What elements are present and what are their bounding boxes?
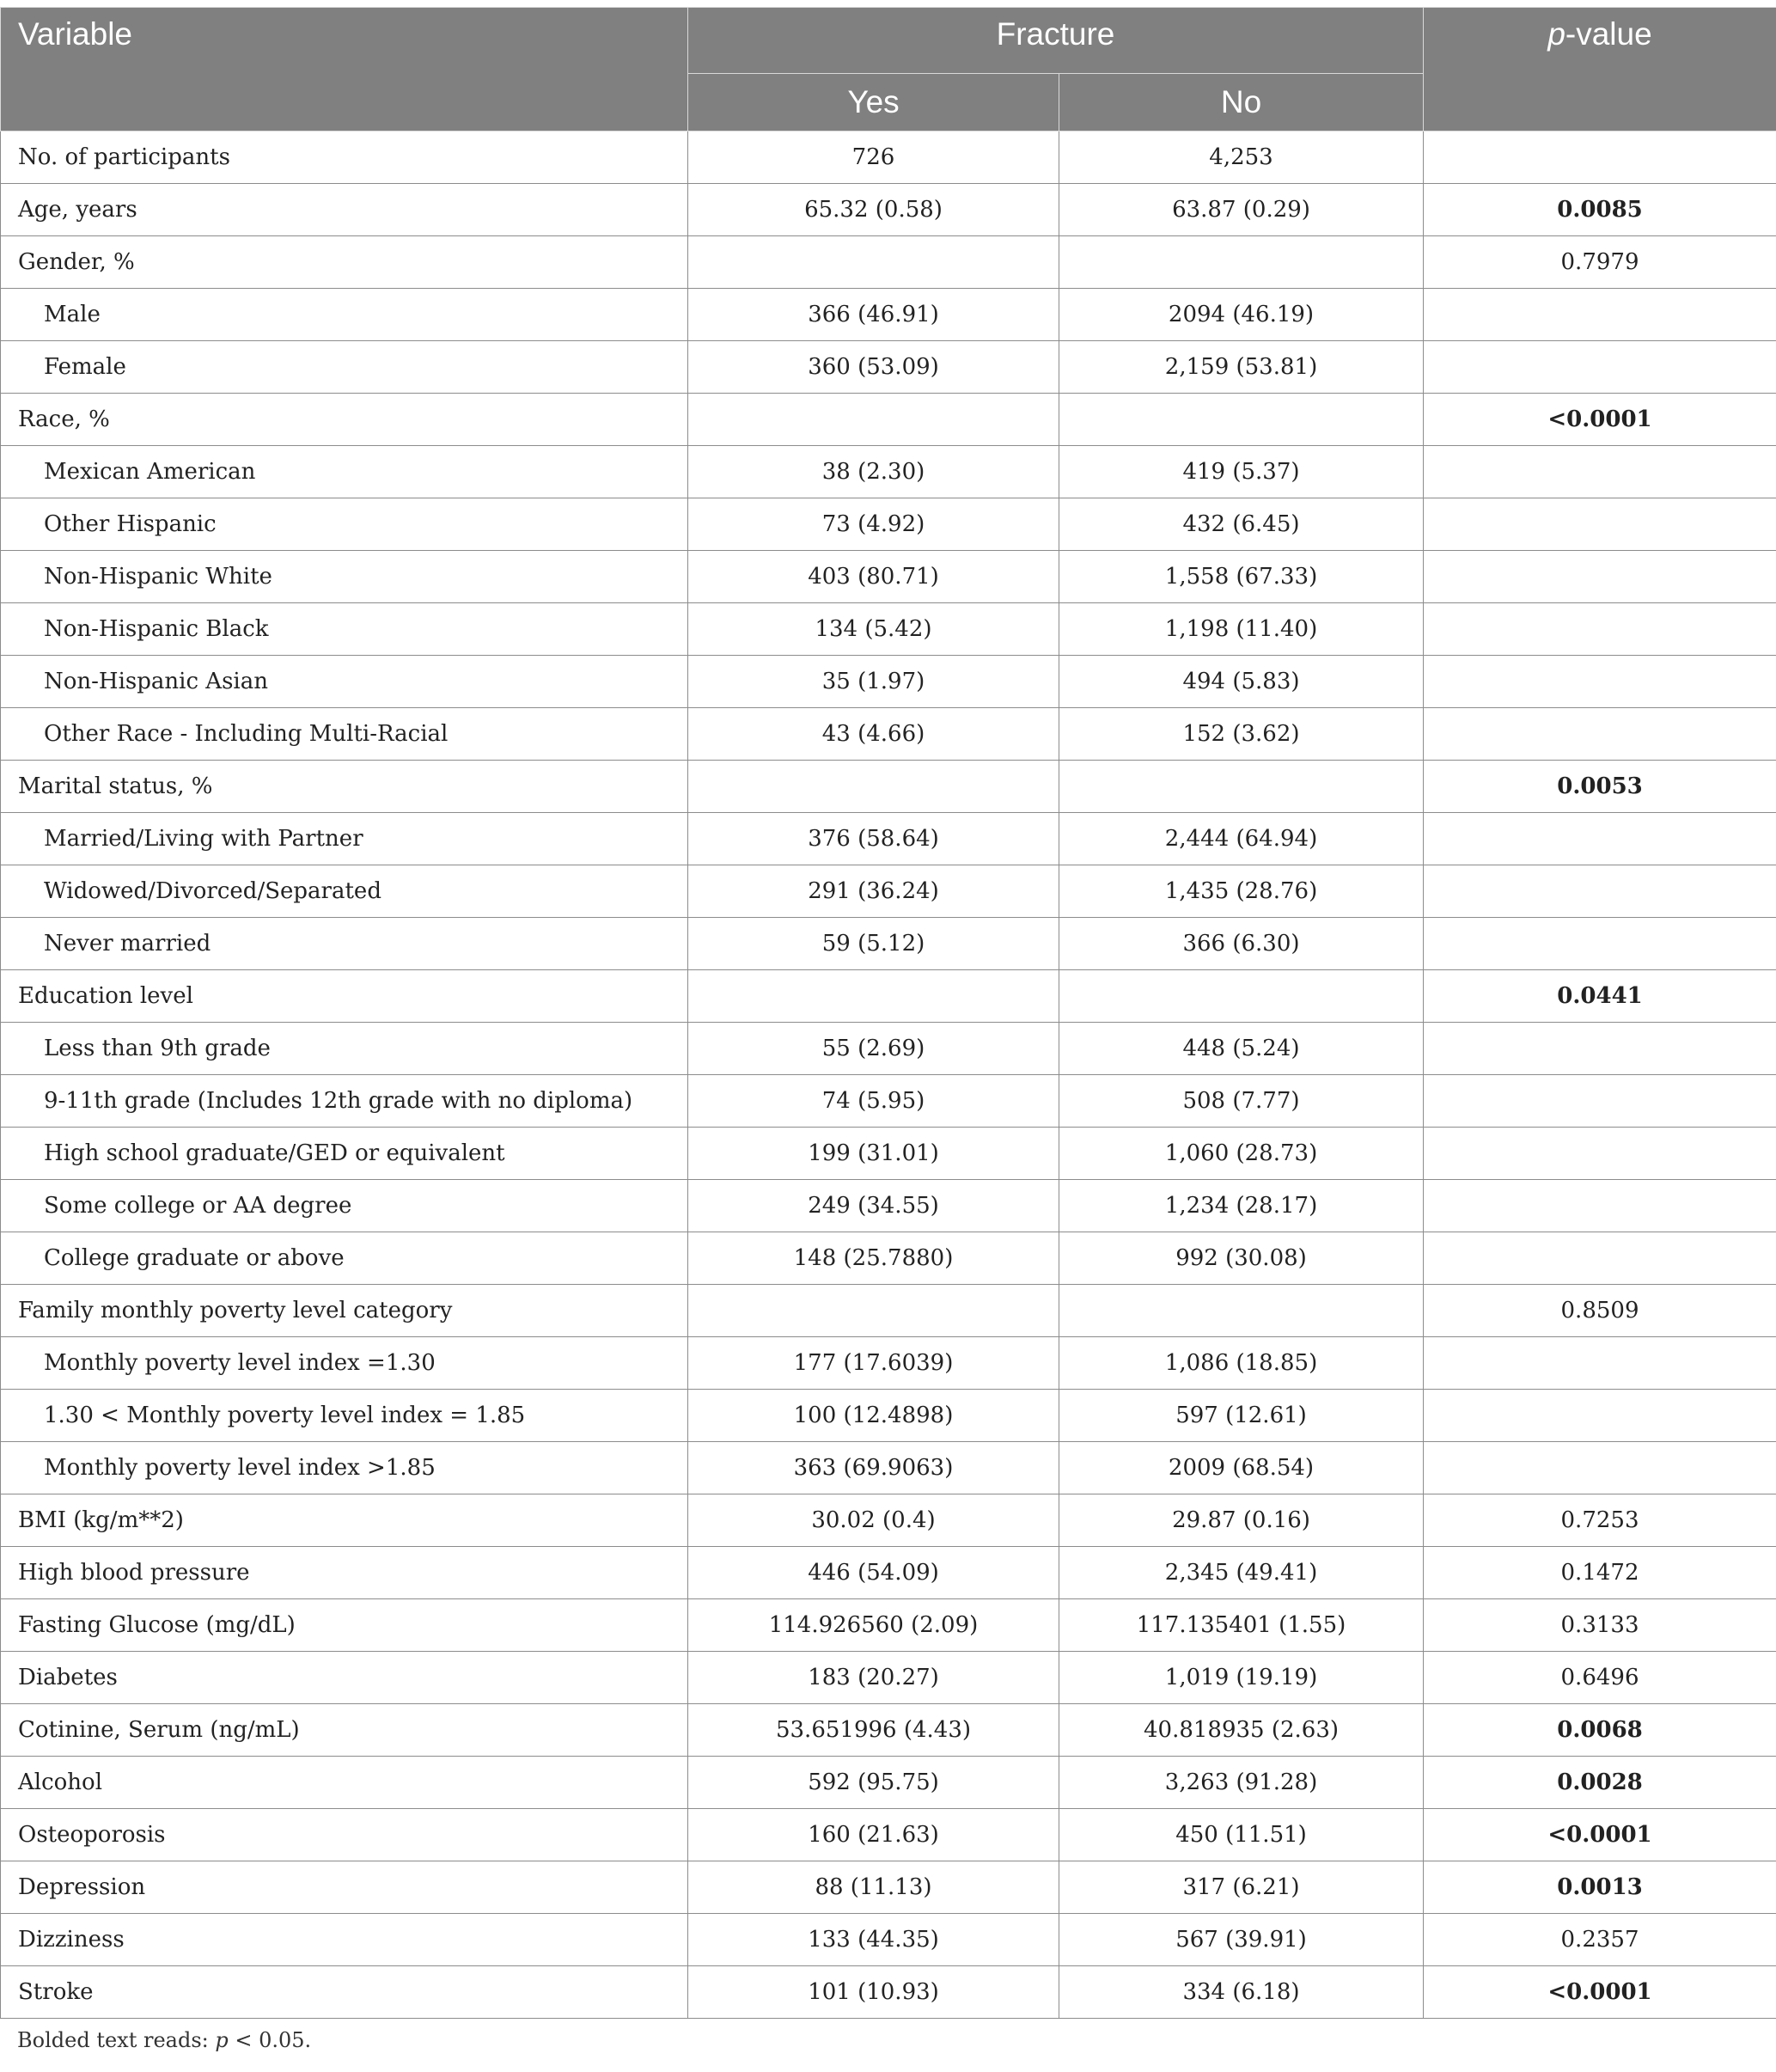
header-pvalue-rest: -value <box>1565 16 1652 52</box>
cell-no: 366 (6.30) <box>1059 918 1424 970</box>
row-label: Diabetes <box>1 1652 688 1704</box>
cell-pvalue <box>1424 1337 1776 1390</box>
table-row <box>1 1023 1776 1075</box>
row-label: Mexican American <box>1 446 688 498</box>
cell-pvalue: 0.2357 <box>1424 1914 1776 1966</box>
table-container <box>0 7 1776 2019</box>
cell-no: 992 (30.08) <box>1059 1232 1424 1285</box>
row-label: High blood pressure <box>1 1547 688 1599</box>
table-row <box>1 603 1776 656</box>
row-label: Depression <box>1 1861 688 1914</box>
cell-yes: 65.32 (0.58) <box>688 184 1059 236</box>
cell-no: 2094 (46.19) <box>1059 289 1424 341</box>
cell-no: 1,435 (28.76) <box>1059 865 1424 918</box>
cell-no: 1,060 (28.73) <box>1059 1128 1424 1180</box>
table-row <box>1 289 1776 341</box>
table-row <box>1 1599 1776 1652</box>
cell-no: 567 (39.91) <box>1059 1914 1424 1966</box>
cell-yes <box>688 236 1059 289</box>
cell-no: 2,345 (49.41) <box>1059 1547 1424 1599</box>
table-row <box>1 1390 1776 1442</box>
cell-no: 1,198 (11.40) <box>1059 603 1424 656</box>
table-row <box>1 761 1776 813</box>
table-row <box>1 865 1776 918</box>
cell-pvalue <box>1424 813 1776 865</box>
cell-no: 40.818935 (2.63) <box>1059 1704 1424 1757</box>
cell-no: 1,086 (18.85) <box>1059 1337 1424 1390</box>
cell-yes: 88 (11.13) <box>688 1861 1059 1914</box>
header-pvalue-italic: p <box>1547 16 1565 52</box>
cell-no: 1,558 (67.33) <box>1059 551 1424 603</box>
cell-yes <box>688 1285 1059 1337</box>
cell-pvalue: 0.6496 <box>1424 1652 1776 1704</box>
cell-pvalue: <0.0001 <box>1424 1809 1776 1861</box>
cell-pvalue <box>1424 1128 1776 1180</box>
row-label: Widowed/Divorced/Separated <box>1 865 688 918</box>
cell-no: 3,263 (91.28) <box>1059 1757 1424 1809</box>
cell-no: 2,159 (53.81) <box>1059 341 1424 394</box>
cell-no: 317 (6.21) <box>1059 1861 1424 1914</box>
row-label: Gender, % <box>1 236 688 289</box>
cell-pvalue <box>1424 1075 1776 1128</box>
cell-no: 63.87 (0.29) <box>1059 184 1424 236</box>
cell-no: 419 (5.37) <box>1059 446 1424 498</box>
cell-yes: 160 (21.63) <box>688 1809 1059 1861</box>
cell-no: 4,253 <box>1059 131 1424 184</box>
header-row-1 <box>1 8 1776 74</box>
cell-yes: 101 (10.93) <box>688 1966 1059 2019</box>
table-row <box>1 1966 1776 2019</box>
cell-yes: 363 (69.9063) <box>688 1442 1059 1494</box>
row-label: Non-Hispanic White <box>1 551 688 603</box>
cell-yes: 100 (12.4898) <box>688 1390 1059 1442</box>
row-label: Other Race - Including Multi-Racial <box>1 708 688 761</box>
table-row <box>1 1285 1776 1337</box>
cell-pvalue: 0.0053 <box>1424 761 1776 813</box>
cell-pvalue: <0.0001 <box>1424 394 1776 446</box>
cell-pvalue <box>1424 865 1776 918</box>
table-row <box>1 446 1776 498</box>
table-row <box>1 1075 1776 1128</box>
cell-pvalue <box>1424 603 1776 656</box>
row-label: Female <box>1 341 688 394</box>
row-label: High school graduate/GED or equivalent <box>1 1128 688 1180</box>
cell-yes: 148 (25.7880) <box>688 1232 1059 1285</box>
cell-no: 2009 (68.54) <box>1059 1442 1424 1494</box>
cell-yes: 249 (34.55) <box>688 1180 1059 1232</box>
cell-pvalue <box>1424 498 1776 551</box>
cell-yes: 183 (20.27) <box>688 1652 1059 1704</box>
cell-pvalue <box>1424 708 1776 761</box>
footnote-prefix: Bolded text reads: <box>17 2028 216 2052</box>
cell-pvalue <box>1424 1023 1776 1075</box>
table-row <box>1 1494 1776 1547</box>
table-row <box>1 394 1776 446</box>
row-label: Other Hispanic <box>1 498 688 551</box>
cell-no <box>1059 970 1424 1023</box>
cell-yes: 360 (53.09) <box>688 341 1059 394</box>
cell-no: 334 (6.18) <box>1059 1966 1424 2019</box>
table-row <box>1 1652 1776 1704</box>
cell-yes: 73 (4.92) <box>688 498 1059 551</box>
cell-yes: 74 (5.95) <box>688 1075 1059 1128</box>
row-label: Non-Hispanic Asian <box>1 656 688 708</box>
cell-yes: 726 <box>688 131 1059 184</box>
row-label: Monthly poverty level index =1.30 <box>1 1337 688 1390</box>
header-variable: Variable <box>1 8 688 131</box>
cell-pvalue: 0.7979 <box>1424 236 1776 289</box>
table-row <box>1 1704 1776 1757</box>
cell-no: 152 (3.62) <box>1059 708 1424 761</box>
cell-yes: 133 (44.35) <box>688 1914 1059 1966</box>
row-label: Stroke <box>1 1966 688 2019</box>
cell-pvalue <box>1424 341 1776 394</box>
table-row <box>1 1128 1776 1180</box>
table-row <box>1 1809 1776 1861</box>
table-row <box>1 813 1776 865</box>
row-label: 1.30 < Monthly poverty level index = 1.85 <box>1 1390 688 1442</box>
cell-no: 432 (6.45) <box>1059 498 1424 551</box>
cell-no <box>1059 761 1424 813</box>
cell-pvalue <box>1424 918 1776 970</box>
cell-yes <box>688 970 1059 1023</box>
cell-pvalue: 0.3133 <box>1424 1599 1776 1652</box>
characteristics-table <box>0 7 1776 2019</box>
row-label: Married/Living with Partner <box>1 813 688 865</box>
cell-yes: 134 (5.42) <box>688 603 1059 656</box>
row-label: Marital status, % <box>1 761 688 813</box>
row-label: 9-11th grade (Includes 12th grade with no diploma) <box>1 1075 688 1128</box>
table-row <box>1 1861 1776 1914</box>
cell-pvalue: 0.8509 <box>1424 1285 1776 1337</box>
table-row <box>1 1547 1776 1599</box>
table-row <box>1 1757 1776 1809</box>
row-label: Education level <box>1 970 688 1023</box>
cell-yes: 38 (2.30) <box>688 446 1059 498</box>
row-label: Osteoporosis <box>1 1809 688 1861</box>
cell-no: 448 (5.24) <box>1059 1023 1424 1075</box>
table-row <box>1 131 1776 184</box>
cell-yes: 592 (95.75) <box>688 1757 1059 1809</box>
cell-no <box>1059 394 1424 446</box>
table-row <box>1 656 1776 708</box>
cell-pvalue <box>1424 289 1776 341</box>
cell-pvalue: 0.0028 <box>1424 1757 1776 1809</box>
row-label: Race, % <box>1 394 688 446</box>
table-row <box>1 498 1776 551</box>
row-label: Monthly poverty level index >1.85 <box>1 1442 688 1494</box>
cell-pvalue <box>1424 1442 1776 1494</box>
row-label: No. of participants <box>1 131 688 184</box>
cell-yes: 177 (17.6039) <box>688 1337 1059 1390</box>
table-row <box>1 1337 1776 1390</box>
cell-no: 29.87 (0.16) <box>1059 1494 1424 1547</box>
cell-pvalue: 0.1472 <box>1424 1547 1776 1599</box>
cell-pvalue: <0.0001 <box>1424 1966 1776 2019</box>
row-label: College graduate or above <box>1 1232 688 1285</box>
cell-pvalue: 0.0441 <box>1424 970 1776 1023</box>
table-row <box>1 341 1776 394</box>
table-row <box>1 236 1776 289</box>
header-no: No <box>1059 74 1424 131</box>
cell-pvalue <box>1424 1180 1776 1232</box>
cell-pvalue <box>1424 1232 1776 1285</box>
table-row <box>1 1442 1776 1494</box>
table-row <box>1 1914 1776 1966</box>
table-row <box>1 1232 1776 1285</box>
cell-yes: 446 (54.09) <box>688 1547 1059 1599</box>
cell-no <box>1059 236 1424 289</box>
cell-pvalue <box>1424 1390 1776 1442</box>
header-fracture: Fracture <box>688 8 1424 74</box>
table-body <box>1 131 1776 2019</box>
cell-no: 597 (12.61) <box>1059 1390 1424 1442</box>
cell-no: 1,019 (19.19) <box>1059 1652 1424 1704</box>
cell-yes: 114.926560 (2.09) <box>688 1599 1059 1652</box>
cell-yes: 59 (5.12) <box>688 918 1059 970</box>
cell-no: 117.135401 (1.55) <box>1059 1599 1424 1652</box>
cell-yes: 53.651996 (4.43) <box>688 1704 1059 1757</box>
row-label: Some college or AA degree <box>1 1180 688 1232</box>
footnote-suffix: < 0.05. <box>228 2028 312 2052</box>
cell-yes: 43 (4.66) <box>688 708 1059 761</box>
cell-yes: 376 (58.64) <box>688 813 1059 865</box>
cell-yes: 199 (31.01) <box>688 1128 1059 1180</box>
cell-pvalue: 0.0068 <box>1424 1704 1776 1757</box>
cell-pvalue <box>1424 656 1776 708</box>
row-label: BMI (kg/m**2) <box>1 1494 688 1547</box>
cell-pvalue: 0.7253 <box>1424 1494 1776 1547</box>
cell-no: 2,444 (64.94) <box>1059 813 1424 865</box>
cell-no <box>1059 1285 1424 1337</box>
cell-yes: 55 (2.69) <box>688 1023 1059 1075</box>
cell-pvalue: 0.0085 <box>1424 184 1776 236</box>
cell-pvalue <box>1424 551 1776 603</box>
table-row <box>1 970 1776 1023</box>
header-yes: Yes <box>688 74 1059 131</box>
row-label: Male <box>1 289 688 341</box>
table-row <box>1 184 1776 236</box>
cell-pvalue <box>1424 131 1776 184</box>
footnote-italic: p <box>215 2028 229 2052</box>
cell-no: 508 (7.77) <box>1059 1075 1424 1128</box>
row-label: Fasting Glucose (mg/dL) <box>1 1599 688 1652</box>
cell-yes <box>688 394 1059 446</box>
row-label: Alcohol <box>1 1757 688 1809</box>
row-label: Never married <box>1 918 688 970</box>
table-row <box>1 708 1776 761</box>
cell-pvalue: 0.0013 <box>1424 1861 1776 1914</box>
table-row <box>1 1180 1776 1232</box>
row-label: Dizziness <box>1 1914 688 1966</box>
table-row <box>1 551 1776 603</box>
cell-yes: 35 (1.97) <box>688 656 1059 708</box>
cell-yes: 366 (46.91) <box>688 289 1059 341</box>
cell-no: 450 (11.51) <box>1059 1809 1424 1861</box>
cell-yes: 291 (36.24) <box>688 865 1059 918</box>
cell-no: 1,234 (28.17) <box>1059 1180 1424 1232</box>
row-label: Less than 9th grade <box>1 1023 688 1075</box>
row-label: Cotinine, Serum (ng/mL) <box>1 1704 688 1757</box>
row-label: Non-Hispanic Black <box>1 603 688 656</box>
cell-pvalue <box>1424 446 1776 498</box>
table-row <box>1 918 1776 970</box>
row-label: Family monthly poverty level category <box>1 1285 688 1337</box>
cell-yes <box>688 761 1059 813</box>
footnote <box>17 2028 311 2052</box>
cell-no: 494 (5.83) <box>1059 656 1424 708</box>
header-pvalue <box>1424 8 1776 131</box>
row-label: Age, years <box>1 184 688 236</box>
table-header <box>1 8 1776 131</box>
cell-yes: 403 (80.71) <box>688 551 1059 603</box>
cell-yes: 30.02 (0.4) <box>688 1494 1059 1547</box>
